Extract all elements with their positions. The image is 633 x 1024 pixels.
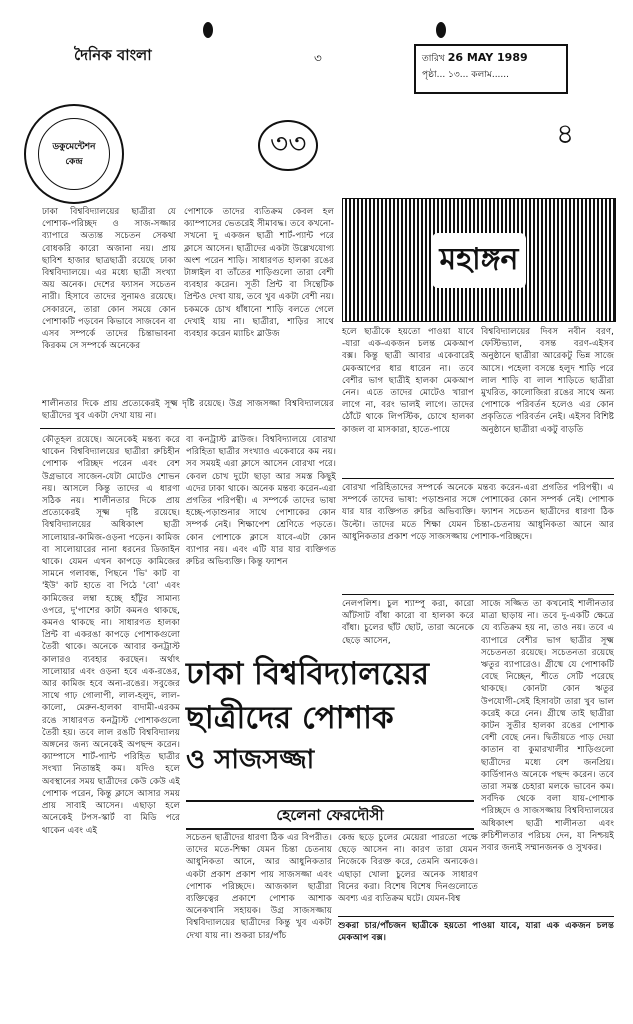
article-col1-mid: কৌতূহল রয়েছে। অনেকেই মন্তব্য করে থাকেন বিশ্ববিদ্যালয়ের ছাত্রীরা রুচিহীন পোশাক পরিচ্ছদ পরেন এবং বেশ উগ্রভাবে সাজেন-যেটা মোটেও শোভন নয়। আসলে কিন্তু তাদের এ ধারণা সঠিক নয়। শালীনতার দিকে প্রায় প্রত্যেকেরই সূক্ষ্ম দৃষ্টি রয়েছে। বিশ্ববিদ্যালয়ের অধিকাংশ ছাত্রী সালোয়ার-কামিজ-ওড়না পড়েন। কামিজ বা সালোয়ারের নানা ধরনের ডিজাইন থাকে। যেমন এখন কাপড়ে কামিজের সামনে গলাবন্ধ, পিছনে 'ভি' কাট বা 'ইউ' কাট হাতে বা পিঠে 'বো' এবং কামিজের লম্বা হচ্ছে হাঁটুর সামান্য ওপরে, দু'পাশের কাটা কমনও থাকছে, কমনও থাকছে না। সাধারণত হালকা প্রিন্ট বা একরঙা কাপড়ে পোশাকগুলো তৈরী থাকে। অনেকে আবার কনট্রাস্ট কালারও ব্যবহার করছেন। অর্থাৎ সালোয়ার এবং ওড়না হবে এক-রঙের, আর কামিজ হবে অন্য-রঙের। সবুজের সাথে গাঢ় গোলাপী, লাল-হলুদ, লাল-কালো, মেরুন-হালকা বাদামী-এরকম রঙে সাধারণত কনট্রাস্ট পোশাকগুলো তৈরী হয়। তবে লাল রঙটি বিশ্ববিদ্যালয় অঙ্গনের জন্য অনেকেই অপছন্দ করেন। ক্যাম্পাসে শার্ট-প্যান্ট পরিহিত ছাত্রীর সংখ্যা নিতান্তই কম। যদিও হলে অবস্থানের সময় ছাত্রীদের কেউ কেউ এই পোশাক পরেন, কিন্তু ক্লাসে আসার সময় প্রায় সাবাই আসেন। এছাড়া হলে অনেকেই টপস-স্কার্ট বা মিডি পরে থাকেন এবং এই bbox=[42, 435, 180, 836]
page-number-top: ৩ bbox=[314, 51, 322, 65]
article-col-mid-bottom: সচেতন ছাত্রীদের ধারণা ঠিক এর বিপরীত। তাদের মতে-শিক্ষা যেমন চিন্তা চেতনায় আধুনিকতা আনে, আর আধুনিকতার একটা প্রকাশ প্রকাশ পায় সাজসজ্জা এবং পোশাক পরিচ্ছদে। আজকাল ছাত্রীরা ব্যক্তিত্বের প্রকাশে পোশাক আশাক অনেকখানি সহায়ক। উগ্র সাজসজ্জায় বিশ্ববিদ্যালয়ের ছাত্রীদের কিন্তু খুব একটা দেখা যায় না। শুকরা চার/পাঁচ bbox=[186, 833, 332, 941]
paper-name: দৈনিক বাংলা bbox=[74, 46, 152, 64]
article-col-right-mid-a: নেলপলিশ। চুল শ্যাম্পু করা, কারো আঁটসাট বাঁধা কারো বা হালকা করে বাঁধা। চুলের ছাঁট ছোট, তারা অনেকে ছেড়ে আসেন, bbox=[342, 599, 474, 646]
headline bbox=[186, 652, 474, 780]
handwritten-number: ৩৩ bbox=[258, 120, 318, 171]
date-label: তারিখ bbox=[422, 54, 445, 64]
article-note: শালীনতার দিকে প্রায় প্রত্যেকেরই সূক্ষ্ম দৃষ্টি রয়েছে। উগ্র সাজসজ্জা বিশ্ববিদ্যালয়ের ছাত্রীদের খুব একটা দেখা যায় না। bbox=[42, 399, 334, 422]
date-value: 26 MAY 1989 bbox=[447, 51, 528, 64]
article-col-right-top: হলে ছাত্রীকে হয়তো পাওয়া যাবে -যারা এক-একজন চলন্ত মেকআপ বক্স। কিন্তু ছাত্রী আবার একেবারেই মেকআপের ধার ধারেন না। তবে বেশীর ভাগ ছাত্রীই হালকা মেকআপ নেন। এতে তাদের মোটেও খারাপ লাগে না, বরং ভালই লাগে। তাদের ঠোঁটে থাকে লিপস্টিক, চোখে হালকা কাজল বা মাসকারা, হাতে-পায়ে bbox=[342, 327, 474, 435]
headline-line-2: ছাত্রীদের পোশাক bbox=[186, 700, 394, 736]
page-label: পৃষ্ঠা bbox=[422, 70, 437, 80]
article-col-mid-top: পোশাকে তাদের ব্যতিক্রম কেবল হল ক্যাম্পাসের ভেতরেই সীমাবদ্ধ। তবে কখনো-সখনো দু একজন ছাত্রী শার্ট-প্যান্ট পরে ক্লাসে আসেন। ছাত্রীদের একটা উল্লেখযোগ্য অংশ পরেন শাড়ি। সাধারণত হালকা রঙের টাঙ্গাইল বা তাঁতের শাড়িগুলো তারা বেশী ব্যবহার করেন। সূতী প্রিন্ট বা সিন্থেটিক প্রিন্টও দেখা যায়, তবে খুব একটা বেশী নয়। চকমকে চোখ ধাঁধানো শাড়ি বলতে গেলে দেখাই যায় না। ছাত্রীরা, শাড়ির সাথে ব্যবহার করেন ম্যাচিং ব্লাউজ bbox=[184, 207, 334, 340]
section-banner-title: মহাঙ্গন bbox=[432, 233, 527, 288]
article-col-left-top: ঢাকা বিশ্ববিদ্যালয়ের ছাত্রীরা যে পোশাক-পরিচ্ছদ ও সাজ-সজ্জার ব্যাপারে অত্যন্ত সচেতন সেকথা বোধকরি কারো অজানা নয়। প্রায় ছাবিশ হাজার ছাত্রছাত্রী রয়েছে ঢাকা বিশ্ববিদ্যালয়ে। এর মধ্যে ছাত্রী সংখ্যা অয় অনেক। দেশের ফ্যাসন সচেতন নারী। হিসাবে তাদের সুনামও রয়েছে। সেকারনে, তারা কোন সময়ে কোন পোশাকটি পড়বেন কিভাবে সাজবেন বা এসব সম্পর্কে তাদের চিন্তাভাবনা কিরকম সে সম্পর্কে অনেকের bbox=[42, 207, 176, 352]
article-col-right-mid-b: সাজে সজ্জিত তা কখনোই শালীনতার মাত্রা ছাড়ায় না। তবে দু-একটি ক্ষেত্রে যে ব্যতিক্রম হয় না, তাও নয়। তবে এ ব্যাপারে বেশীর ভাগ ছাত্রীর সূক্ষ্ম সচেতনতা রয়েছে। সচেতনতা রয়েছে ঋতুর ব্যাপারেও। গ্রীষ্মে যে পোশাকটি বেছে নিচ্ছেন, শীতে সেটি পরেছে থাকছে। কোনটা কোন ঋতুর উপযোগী-সেই হিসাবটা তারা খুব ভাল করেই করে নেন। গ্রীষ্মে তাই ছাত্রীরা কাটন সুতীর হালকা রঙের পোশাক বেশী বেছে নেন। দ্বিতীয়তে পাড় দেয়া কাতান বা কুমারখালীর শাড়িগুলো ছাত্রীদের মধ্যে বেশ জনপ্রিয়। কার্ডিগানও অনেকে পছন্দ করেন। তবে তারা সমস্ত চেহারা মলকে ভাবেন কম। সর্বদিক থেকে বলা যায়-পোশাক পরিচ্ছদে ও সাজসজ্জায় বিশ্ববিদ্যালয়ের অধিকাংশ ছাত্রী শালীনতা এবং রুচিশীলতার পরিচয় দেন, যা নিশ্চয়ই সবার জন্যই সম্মানজনক ও সুখকর। bbox=[481, 599, 614, 854]
article-col-right-bottom: কেন্দ্র ছড়ে চুলের মেয়েরা পারতো পক্ষে ছেড়ে আসেন না। কারণ তারা যেমন নিজেকে বিরক্ত করে, তেমনি অন্যকেও। এছাড়া খোলা চুলের অনেক সাধারণ বিনের করা। বিশেষ বিশেষ দিনগুলোতে অবশ্য এর ব্যতিক্রম ঘটে। যেমন-বিশ্ব bbox=[338, 833, 478, 905]
seal-inner-ring bbox=[38, 118, 110, 190]
punch-hole-right bbox=[436, 22, 446, 38]
continuation-footer: শুকরা চার/পাঁচজন ছাত্রীকে হয়তো পাওয়া যাবে, যারা এক একজন চলন্ত মেকআপ বক্স। bbox=[338, 921, 614, 944]
divider-right bbox=[342, 478, 614, 479]
page-value: ১৩ bbox=[448, 70, 460, 80]
seal-text: ডকুমেন্টেশন কেন্দ্র bbox=[52, 142, 96, 167]
section-banner bbox=[342, 198, 616, 322]
byline: হেলেনা ফেরদৌসী bbox=[186, 800, 474, 830]
article-col2-mid: বা কনট্রাস্ট ব্লাউজ। বিশ্ববিদ্যালয়ে বোরখা পরিহিতা ছাত্রীর সংখ্যাও একেবারে কম নয়। সব সময়ই এরা ক্লাসে আসেন বোরখা পরে। কেবল চোখ দুটো ছাড়া আর সমস্ত কিছুই এদের ঢাকা থাকে। অনেক মন্তব্য করেন-এরা প্রগতির পরিপন্থী। এ সম্পর্কে তাদের ভাষা হচ্ছে-পড়াশুনার সাথে পোশাকের কোন সম্পর্ক নেই। শিক্ষাপেশ শ্রেণিতে পড়তে। কোন পোশাকে ক্লাসে যাবে-এটা কোন ব্যাপার নয়। এবং এটি যার যার ব্যক্তিগত রুচির অভিব্যক্তি। কিন্তু ফ্যাশন bbox=[186, 435, 336, 568]
date-stamp: তারিখ 26 MAY 1989 পৃষ্ঠা... ১৩... কলাম...... bbox=[414, 44, 568, 94]
punch-hole-left bbox=[203, 22, 213, 38]
footer-divider bbox=[338, 916, 614, 917]
divider-left bbox=[40, 428, 335, 429]
article-col-right-note: বোরখা পরিহিতাদের সম্পর্কে অনেকে মন্তব্য করেন-এরা প্রগতির পরিপন্থী। এ সম্পর্কে তাদের ভাষা: পড়াশুনার সঙ্গে পোশাকের কোন সম্পর্ক নেই। পোশাক যার যার ব্যক্তিগত রুচির অভিব্যক্তি। ফ্যাশন সচেতন ছাত্রীদের ধারণা ঠিক উল্টো। তাদের মতে শিক্ষা যেমন চিন্তা-চেতনায় আধুনিকতা আনে আর আধুনিকতার প্রকাশ পড়ে সাজসজ্জায় পোশাক-পরিচ্ছদে। bbox=[342, 482, 614, 595]
handwritten-right-number: ৪ bbox=[556, 117, 575, 150]
headline-line-1: ঢাকা বিশ্ববিদ্যালয়ের bbox=[186, 656, 430, 692]
column-label: কলাম bbox=[471, 70, 492, 80]
headline-line-3: ও সাজসজ্জা bbox=[186, 745, 315, 775]
article-col-right2-top: বিশ্ববিদ্যালয়ের দিবস নবীন বরণ, ফেস্টিভ্যাল, বসন্ত বরণ-এইসব অনুষ্ঠানে ছাত্রীরা আরেকটু ভিন্ন সাজে আসে। পহেলা বসন্তে হলুদ শাড়ি পরে লাল শাড়ি বা লাল শাড়িতে ছাত্রীরা মুখরিত, কালোজিরা রঙের সাথে অন্য পোশাকে পরিবর্তন হলেও এর কোন প্রকৃতিতে পরিবর্তন নেই। এইসব বিশিষ্ট অনুষ্ঠানে ছাত্রীরা একটু বাড়তি bbox=[481, 327, 614, 435]
documentation-seal bbox=[24, 104, 124, 204]
